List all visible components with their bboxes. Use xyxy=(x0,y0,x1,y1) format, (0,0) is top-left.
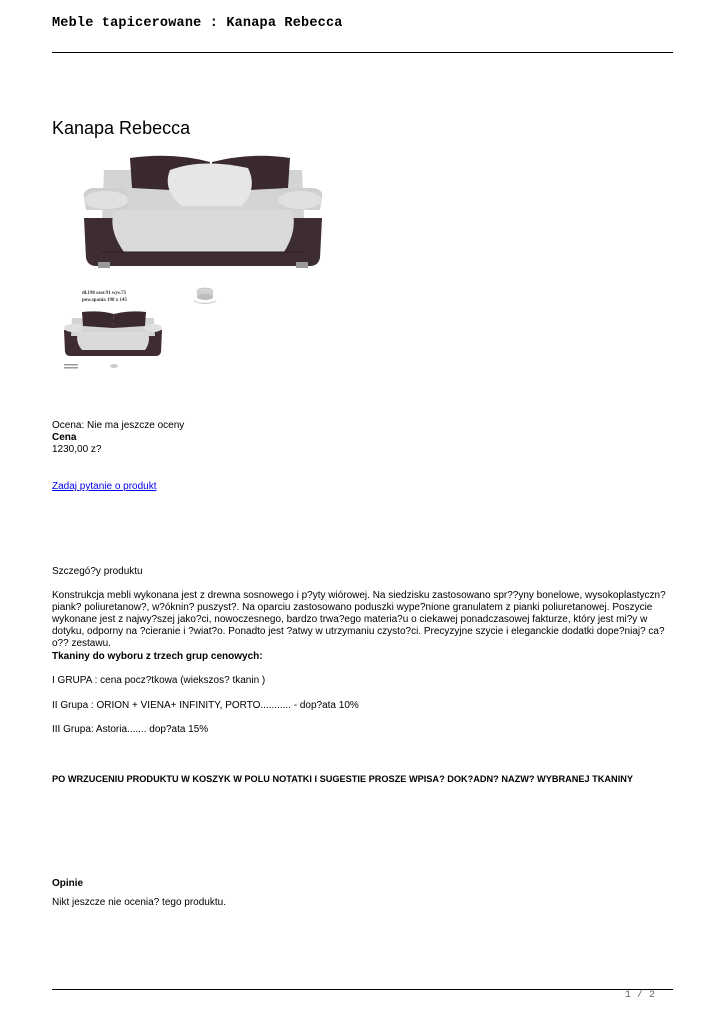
ask-question-link[interactable]: Zadaj pytanie o produkt xyxy=(52,481,157,492)
fabric-group-3: III Grupa: Astoria....... dop?ata 15% xyxy=(52,724,209,735)
rating-text: Ocena: Nie ma jeszcze oceny xyxy=(52,420,185,431)
fabric-group-2: II Grupa : ORION + VIENA+ INFINITY, PORTO........... - dop?ata 10% xyxy=(52,700,359,711)
document-header: Meble tapicerowane : Kanapa Rebecca xyxy=(52,16,343,31)
product-description: Konstrukcja mebli wykonana jest z drewna sosnowego i p?yty wiórowej. Na siedzisku zastosowano spr??yny bonelowe, wysokoplastyczn? piank? poliuretanow?, w?óknin? puszyst?. Na oparciu zastosowano poduszki wype?nione granulatem z pianki poliuretanowej. Poszycie wykonane jest z najwy?szej jako?ci, nowoczesnego, bardzo trwa?ego materia?u o ciekawej ponadczasowej fakturze, który jest mi?y w dotyku, odporny na ?cieranie i ?wiat?o. Ponadto jest ?atwy w utrzymaniu czysto?ci. Precyzyjne szycie i eleganckie dodatki dope?niaj? ca?o?? zestawu. xyxy=(52,590,666,649)
fabrics-heading: Tkaniny do wyboru z trzech grup cenowych: xyxy=(52,651,263,662)
fabric-group-1: I GRUPA : cena pocz?tkowa (wiekszos? tkanin ) xyxy=(52,675,266,686)
reviews-empty-text: Nikt jeszcze nie ocenia? tego produktu. xyxy=(52,897,226,908)
product-main-image[interactable] xyxy=(52,148,354,278)
price-value: 1230,00 z? xyxy=(52,444,102,455)
header-divider xyxy=(52,52,673,53)
product-thumbnail[interactable] xyxy=(52,308,174,374)
cart-notice: PO WRZUCENIU PRODUKTU W KOSZYK W POLU NOTATKI I SUGESTIE PROSZE WPISA? DOK?ADN? NAZW? WYBRANEJ TKANINY xyxy=(52,774,634,784)
dimensions-caption xyxy=(82,290,127,304)
dimensions-line-2: pow.spania 198 x 145 xyxy=(82,298,128,303)
details-heading: Szczegó?y produktu xyxy=(52,566,143,577)
price-label: Cena xyxy=(52,432,77,443)
ottoman-icon xyxy=(192,286,218,304)
page-number: 1 / 2 xyxy=(624,990,655,1001)
dimensions-line-1: dł.198 szer.91 wys.75 xyxy=(82,291,127,296)
footer-divider xyxy=(52,989,673,990)
product-title: Kanapa Rebecca xyxy=(52,118,191,138)
reviews-heading: Opinie xyxy=(52,878,84,889)
